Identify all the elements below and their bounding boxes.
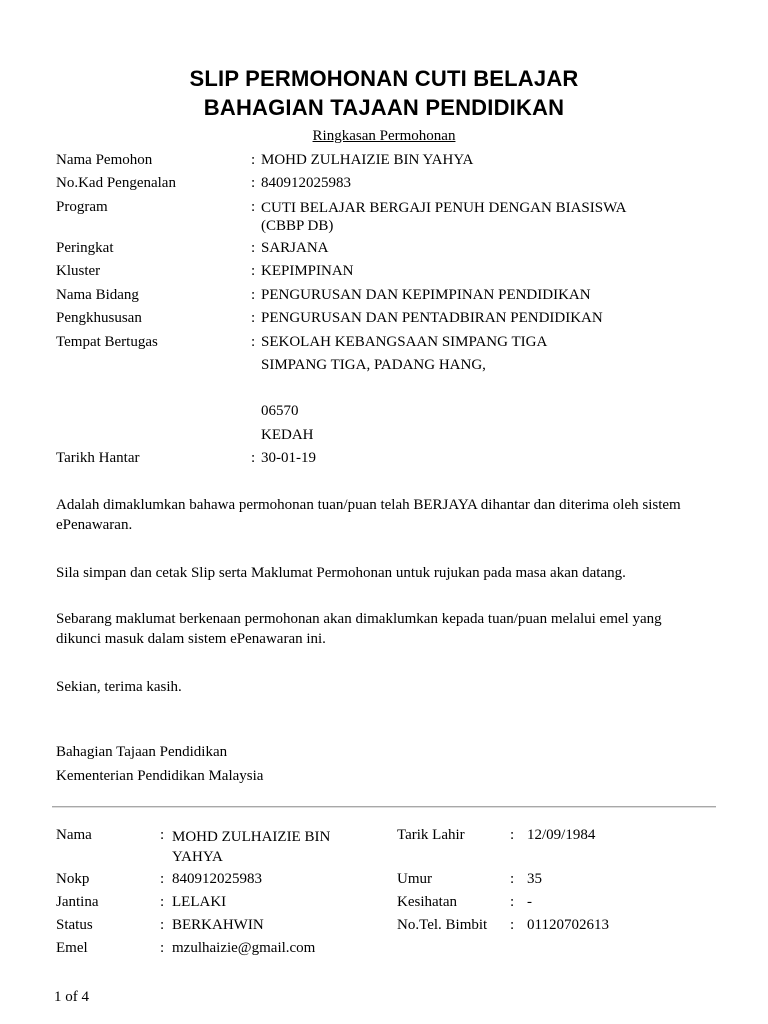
detail-colon: : — [160, 917, 165, 933]
notice-paragraph: Adalah dimaklumkan bahawa permohonan tuan/puan telah BERJAYA dihantar dan diterima oleh sistem ePenawaran. — [56, 497, 681, 533]
page-number: 1 of 4 — [54, 989, 89, 1005]
notice-paragraph: Sebarang maklumat berkenaan permohonan akan dimaklumkan kepada tuan/puan melalui emel yang dikunci masuk dalam sistem ePenawaran ini. — [56, 611, 662, 647]
summary-value: SEKOLAH KEBANGSAAN SIMPANG TIGA — [261, 334, 548, 350]
detail-value: BERKAHWIN — [172, 917, 264, 933]
detail-label: Status — [56, 917, 93, 933]
closing-text: Sekian, terima kasih. — [56, 679, 182, 695]
summary-colon: : — [251, 240, 256, 256]
summary-label: Nama Pemohon — [56, 152, 153, 168]
summary-value: MOHD ZULHAIZIE BIN YAHYA — [261, 152, 474, 168]
detail-value: 840912025983 — [172, 871, 262, 887]
summary-colon: : — [251, 310, 256, 326]
detail-value: mzulhaizie@gmail.com — [172, 940, 316, 956]
summary-value: PENGURUSAN DAN PENTADBIRAN PENDIDIKAN — [261, 310, 603, 326]
detail-value: 12/09/1984 — [527, 827, 596, 843]
summary-value: CUTI BELAJAR BERGAJI PENUH DENGAN BIASISWA (CBBP DB) — [261, 200, 626, 234]
detail-label: Kesihatan — [397, 894, 457, 910]
summary-value: PENGURUSAN DAN KEPIMPINAN PENDIDIKAN — [261, 287, 591, 303]
detail-colon: : — [160, 827, 165, 843]
address-state: KEDAH — [261, 427, 314, 443]
page-subtitle-title: BAHAGIAN TAJAAN PENDIDIKAN — [203, 95, 565, 120]
detail-colon: : — [160, 894, 165, 910]
detail-label: Jantina — [56, 894, 99, 910]
summary-colon: : — [251, 450, 256, 466]
summary-value: 30-01-19 — [261, 450, 316, 466]
detail-colon: : — [510, 894, 515, 910]
summary-value: 840912025983 — [261, 175, 351, 191]
detail-value: LELAKI — [172, 894, 227, 910]
summary-value: KEPIMPINAN — [261, 263, 354, 279]
detail-value: 01120702613 — [527, 917, 609, 933]
detail-label: Emel — [56, 940, 88, 956]
summary-label: Peringkat — [56, 240, 114, 256]
summary-label: No.Kad Pengenalan — [56, 175, 176, 191]
section-heading: Ringkasan Permohonan — [312, 128, 456, 144]
summary-colon: : — [251, 263, 256, 279]
summary-colon: : — [251, 199, 256, 215]
summary-colon: : — [251, 175, 256, 191]
page-title: SLIP PERMOHONAN CUTI BELAJAR — [189, 66, 579, 91]
summary-label: Program — [56, 199, 108, 215]
detail-label: Tarik Lahir — [397, 827, 465, 843]
signature-ministry: Kementerian Pendidikan Malaysia — [56, 768, 264, 784]
detail-colon: : — [510, 917, 515, 933]
summary-label: Nama Bidang — [56, 287, 139, 303]
detail-value: 35 — [527, 871, 542, 887]
detail-value: - — [527, 894, 532, 910]
detail-colon: : — [510, 827, 515, 843]
detail-colon: : — [160, 871, 165, 887]
summary-label: Tarikh Hantar — [56, 450, 140, 466]
notice-paragraph: Sila simpan dan cetak Slip serta Maklumat Permohonan untuk rujukan pada masa akan datang. — [56, 565, 626, 581]
summary-label: Pengkhususan — [56, 310, 142, 326]
detail-label: Nokp — [56, 871, 90, 887]
section-divider — [52, 806, 716, 807]
summary-colon: : — [251, 287, 256, 303]
address-postcode: 06570 — [261, 403, 299, 419]
summary-colon: : — [251, 334, 256, 350]
summary-colon: : — [251, 152, 256, 168]
summary-label: Kluster — [56, 263, 101, 279]
detail-label: No.Tel. Bimbit — [397, 917, 488, 933]
signature-department: Bahagian Tajaan Pendidikan — [56, 744, 228, 760]
detail-value: MOHD ZULHAIZIE BIN YAHYA — [172, 829, 331, 865]
summary-label: Tempat Bertugas — [56, 334, 158, 350]
address-line: SIMPANG TIGA, PADANG HANG, — [261, 357, 486, 373]
detail-colon: : — [510, 871, 515, 887]
detail-label: Nama — [56, 827, 92, 843]
detail-colon: : — [160, 940, 165, 956]
detail-label: Umur — [397, 871, 432, 887]
summary-value: SARJANA — [261, 240, 329, 256]
